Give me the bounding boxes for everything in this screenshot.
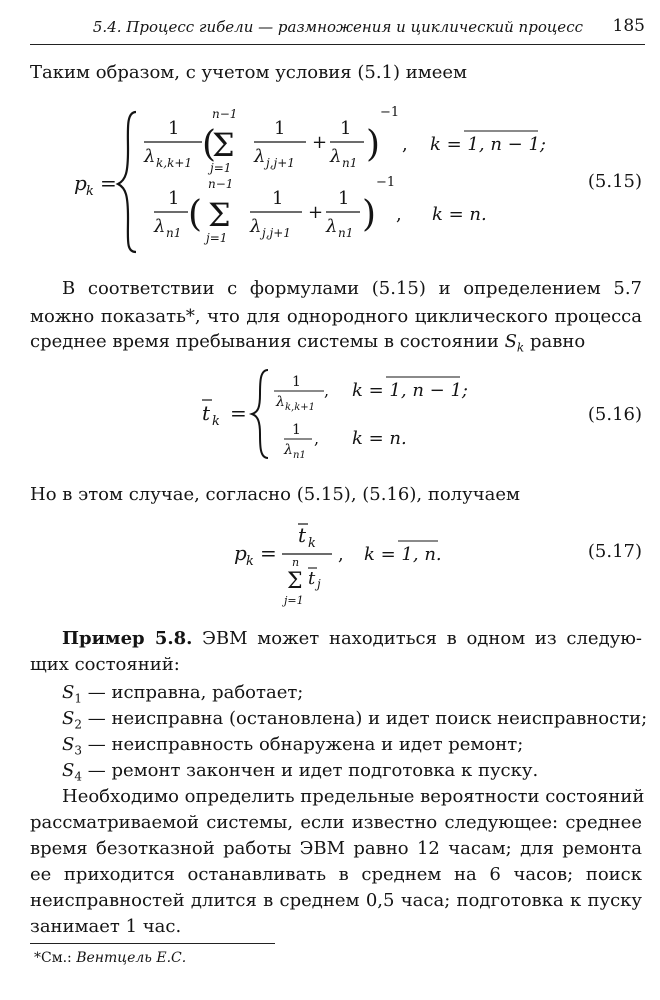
eq516-brace: [252, 370, 268, 458]
footnote-author: Вентцель Е.С.: [76, 950, 187, 966]
state-symbol: S: [62, 682, 75, 703]
eq515-row1-num: 1: [168, 118, 180, 139]
eq515-row2-den-sub: n1: [166, 226, 182, 240]
state-text: — исправна, работает;: [87, 682, 304, 703]
eq515-row1-last-den: λ: [330, 146, 342, 167]
eq517-cond: k = 1, n.: [364, 544, 442, 565]
footnote-mark: *См.:: [34, 950, 72, 966]
eq517-sum-lower: j=1: [284, 594, 304, 607]
eq515-row2-last-den: λ: [326, 216, 338, 237]
footnote-rule: [30, 943, 275, 944]
then-line: Но в этом случае, согласно (5.15), (5.16), получаем: [30, 484, 520, 505]
eq515-row1-last-num: 1: [340, 118, 352, 139]
eq515-row1-den-sub: k,k+1: [156, 156, 193, 170]
eq515-row1-inner-den-sub: j,j+1: [266, 156, 295, 170]
task-line-1: Необходимо определить предельные вероятности состояний: [62, 786, 645, 807]
eq515-row1-cond: k = 1, n − 1;: [430, 134, 546, 155]
eq515-row2-num: 1: [168, 188, 180, 209]
para1-line3-text: среднее время пребывания системы в состоянии: [30, 331, 499, 352]
eq515-row2-sum-upper: n−1: [208, 177, 234, 191]
eq516-row1-den-sub: k,k+1: [285, 402, 316, 413]
formula-5-17: [232, 520, 472, 606]
eq515-row2-plus: +: [308, 202, 324, 223]
page-number: 185: [612, 16, 645, 36]
eq-number-5-16: (5.16): [587, 404, 642, 425]
eq-number-5-15: (5.15): [587, 171, 642, 192]
eq515-row2-paren-close: ): [362, 194, 377, 235]
running-header: [30, 14, 645, 45]
eq515-row1-den: λ: [144, 146, 156, 167]
para1-line3-end: равно: [529, 331, 586, 352]
para1-state-sub: k: [516, 340, 525, 355]
eq517-num-sub: k: [308, 536, 316, 551]
eq516-row2-num: 1: [292, 422, 301, 438]
eq515-row2-inner-num: 1: [272, 188, 284, 209]
state-text: — ремонт закончен и идет подготовка к пуску.: [87, 760, 539, 781]
eq515-row1-inner-den: λ: [254, 146, 266, 167]
formula-5-16: [196, 364, 496, 464]
para1-line1: В соответствии с формулами (5.15) и определением 5.7: [62, 278, 642, 299]
formula-5-15: [60, 100, 580, 260]
state-sub: 3: [74, 743, 82, 758]
eq515-row2-cond: k = n.: [432, 204, 487, 225]
eq515-row2-paren-open: (: [188, 194, 203, 235]
state-symbol: S: [62, 708, 75, 729]
task-line-4: ее приходится останавливать в среднем на 6 часов; поиск: [30, 864, 642, 885]
para1-line3: [30, 329, 642, 361]
footnote: [34, 950, 186, 966]
section-title: 5.4. Процесс гибели — размножения и циклический процесс: [92, 18, 583, 36]
eq515-row1-last-den-sub: n1: [342, 156, 358, 170]
eq516-comma2: ,: [314, 429, 320, 448]
eq517-lhs-sub: k: [246, 554, 254, 569]
eq515-paren-open: (: [202, 124, 217, 165]
eq516-lhs: t: [202, 401, 211, 425]
eq517-sum-upper: n: [292, 556, 300, 569]
eq517-num: t: [298, 523, 307, 547]
example-text1: ЭВМ может находиться в одном из следую-: [202, 628, 642, 649]
state-sub: 4: [74, 769, 82, 784]
eq515-equals: =: [100, 171, 117, 195]
state-sub: 2: [74, 717, 82, 732]
example-line2: щих состояний:: [30, 654, 180, 675]
eq515-row2-den: λ: [154, 216, 166, 237]
state-text: — неисправность обнаружена и идет ремонт;: [87, 734, 524, 755]
task-line-3: время безотказной работы ЭВМ равно 12 часам; для ремонта: [30, 838, 642, 859]
para1-state: S: [504, 331, 517, 352]
eq515-lhs: p: [74, 171, 87, 195]
eq516-row2-den-sub: n1: [293, 450, 306, 461]
eq517-lhs: p: [234, 541, 247, 565]
eq515-sum: Σ: [212, 126, 235, 164]
eq515-row2-last-num: 1: [338, 188, 350, 209]
eq517-den: t: [308, 568, 316, 589]
eq515-row2-last-den-sub: n1: [338, 226, 354, 240]
eq516-comma1: ,: [324, 381, 330, 400]
para1-line2: можно показать*, что для однородного циклического процесса: [30, 306, 642, 327]
state-text: — неисправна (остановлена) и идет поиск неисправности;: [87, 708, 648, 729]
task-line-6: занимает 1 час.: [30, 916, 182, 937]
eq515-row2-sum-lower: j=1: [206, 231, 228, 245]
eq516-row2-cond: k = n.: [352, 428, 407, 449]
eq515-paren-close: ): [366, 124, 381, 165]
eq515-row2-inner-den-sub: j,j+1: [262, 226, 291, 240]
eq515-brace: [118, 112, 136, 252]
state-symbol: S: [62, 734, 75, 755]
eq515-row2-exp: −1: [376, 175, 396, 190]
eq515-row2-inner-den: λ: [250, 216, 262, 237]
eq517-equals: =: [260, 541, 277, 565]
task-line-2: рассматриваемой системы, если известно следующее: среднее: [30, 812, 642, 833]
eq515-row1-inner-num: 1: [274, 118, 286, 139]
eq516-row1-den: λ: [276, 394, 285, 410]
eq515-comma1: ,: [402, 134, 408, 155]
intro-line: Таким образом, с учетом условия (5.1) имеем: [30, 62, 468, 83]
eq515-sum-lower: j=1: [210, 161, 232, 175]
eq516-equals: =: [230, 401, 247, 425]
eq515-lhs-sub: k: [86, 184, 94, 199]
eq515-exp: −1: [380, 105, 400, 120]
eq515-comma2: ,: [396, 204, 402, 225]
eq515-row2-sum: Σ: [208, 196, 231, 234]
eq516-row2-den: λ: [284, 442, 293, 458]
eq515-sum-upper: n−1: [212, 107, 238, 121]
example-label: Пример 5.8.: [62, 628, 193, 649]
eq517-comma: ,: [338, 544, 344, 565]
task-line-5: неисправностей длится в среднем 0,5 часа; подготовка к пуску: [30, 890, 642, 911]
state-symbol: S: [62, 760, 75, 781]
eq517-sum: Σ: [287, 569, 303, 594]
eq516-row1-num: 1: [292, 374, 301, 390]
eq515-plus: +: [312, 132, 328, 153]
example-line1: [62, 626, 642, 652]
eq-number-5-17: (5.17): [587, 541, 642, 562]
eq517-den-sub: j: [317, 577, 321, 591]
state-sub: 1: [74, 691, 82, 706]
eq516-row1-cond: k = 1, n − 1;: [352, 380, 468, 401]
eq516-lhs-sub: k: [212, 414, 220, 429]
